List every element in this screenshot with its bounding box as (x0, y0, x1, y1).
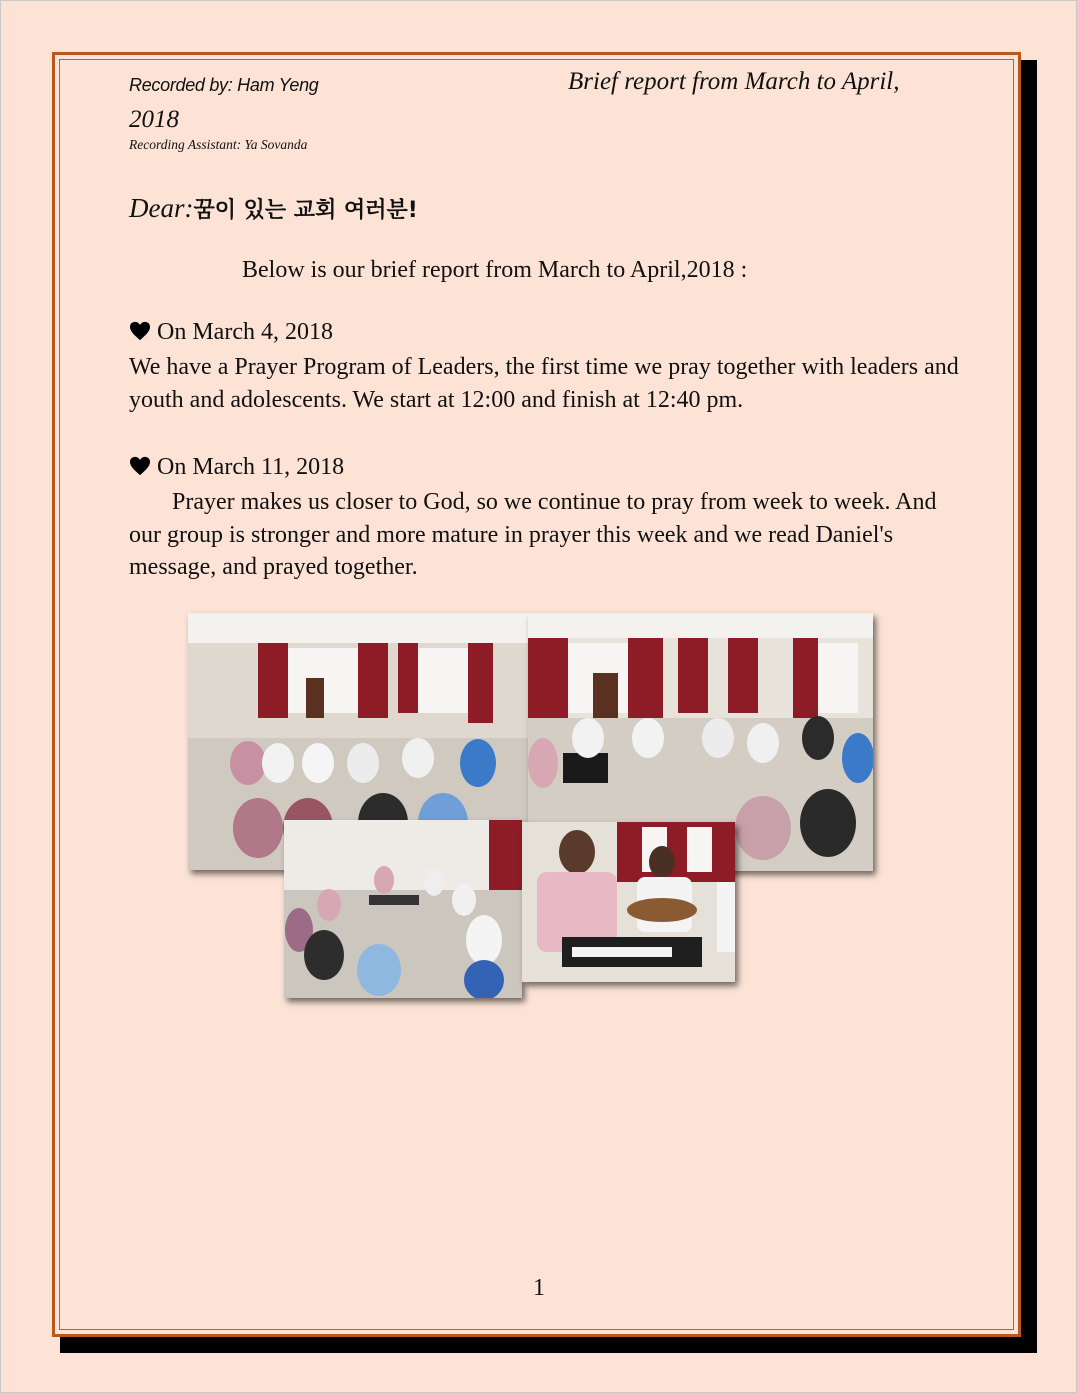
intro-text: Below is our brief report from March to April,2018 : (242, 257, 748, 283)
greeting (129, 193, 418, 224)
entry-date (129, 454, 344, 481)
report-title-year: 2018 (129, 106, 179, 133)
entry-date-label: On March 4, 2018 (157, 319, 333, 345)
entry-text: We have a Prayer Program of Leaders, the first time we pray together with leaders and youth and adolescents. We start at 12:00 and finish at 12:40 pm. (129, 354, 959, 413)
entry-text-content: Prayer makes us closer to God, so we continue to pray from week to week. And our group is stronger and more mature in prayer this week and we read Daniel's message, and prayed together. (129, 489, 937, 580)
entry-text (129, 486, 959, 584)
heart-icon (129, 456, 151, 476)
entry-date-label: On March 11, 2018 (157, 454, 345, 480)
recorded-by: Recorded by: Ham Yeng (129, 75, 319, 95)
greeting-recipient: 꿈이 있는 교회 여러분! (193, 198, 418, 223)
keyboard-guitar-photo (522, 822, 735, 982)
entry-date (129, 319, 333, 346)
group-prayer-photo-3 (284, 820, 522, 998)
greeting-dear: Dear: (129, 193, 194, 223)
page-number: 1 (533, 1275, 545, 1301)
report-title: Brief report from March to April, (568, 68, 900, 95)
heart-icon (129, 321, 151, 341)
recording-assistant: Recording Assistant: Ya Sovanda (129, 137, 308, 152)
